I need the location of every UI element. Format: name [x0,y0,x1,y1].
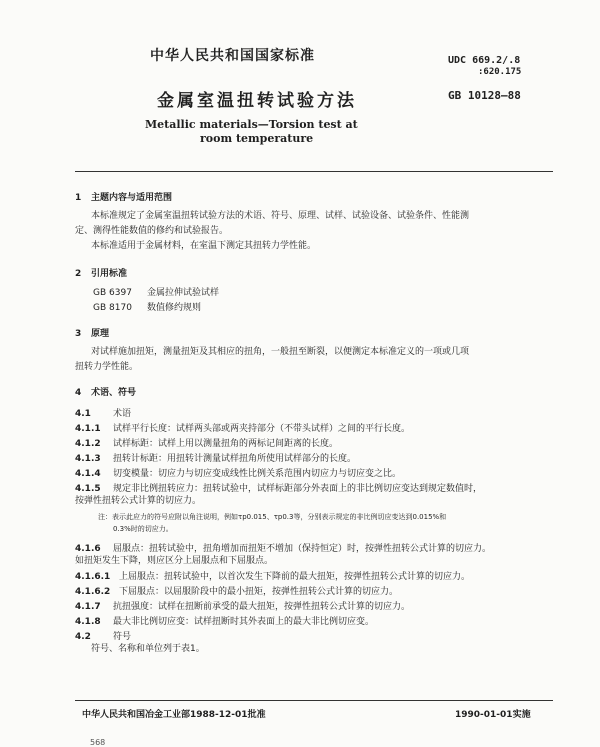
section-3-heading [75,326,109,339]
clause-text: 上屈服点：扭转试验中，以首次发生下降前的最大扭矩，按弹性扭转公式计算的切应力。 [119,572,471,582]
clause-4-1-6-1 [75,569,470,582]
clause-number: 4.1.5 [75,484,101,494]
clause-number: 4.1.8 [75,617,101,627]
section-1-paragraph-2: 本标准适用于金属材料，在室温下测定其扭转力学性能。 [91,241,317,251]
section-1-paragraph-1-cont: 定、测得性能数值的修约和试验报告。 [75,226,229,236]
clause-number: 4.1.6.2 [75,587,111,597]
clause-text: 试样标距：试样上用以测量扭角的两标记间距离的长度。 [113,439,339,449]
section-1-paragraph-1: 本标准规定了金属室温扭转试验方法的术语、符号、原理、试样、试验设备、试验条件、性能测 [91,211,470,221]
udc-code-line2: :620.175 [478,67,522,77]
section-number: 2 [75,269,82,279]
section-title: 引用标准 [91,269,128,279]
clause-4-1-5-cont: 按弹性扭转公式计算的切应力。 [75,496,202,506]
section-3-paragraph-cont: 扭转力学性能。 [75,362,139,372]
reference-title: 金属拉伸试验试样 [147,288,220,298]
clause-text: 术语 [113,409,132,419]
clause-number: 4.1.7 [75,602,101,612]
reference-code: GB 8170 [93,303,132,313]
reference-code: GB 6397 [93,288,132,298]
reference-title: 数值修约规则 [147,303,202,313]
clause-4-2 [75,629,131,642]
clause-text: 抗扭强度：试样在扭断前承受的最大扭矩，按弹性扭转公式计算的切应力。 [113,602,411,612]
clause-number: 4.1.4 [75,469,101,479]
section-number: 4 [75,388,82,398]
clause-text: 符号 [113,632,132,642]
note-line-1: 注：表示此应力的符号应附以角注说明，例如τp0.015、τp0.3等，分别表示规定的非比例切应变达到0.015%和 [98,513,447,521]
clause-text: 最大非比例切应变：试样扭断时其外表面上的最大非比例切应变。 [113,617,375,627]
standard-body-title: 中华人民共和国国家标准 [150,48,315,64]
page-number: 568 [90,738,106,747]
document-title-en-line2: room temperature [200,132,314,145]
section-title: 主题内容与适用范围 [91,193,173,203]
header-divider [75,171,553,172]
clause-4-1-6-cont: 如扭矩发生下降，则应区分上屈服点和下屈服点。 [75,556,274,566]
reference-item [93,301,201,315]
gb-standard-number: GB 10128—88 [448,89,521,102]
clause-text: 试样平行长度：试样两头部或两夹持部分（不带头试样）之间的平行长度。 [113,424,411,434]
section-1-heading [75,190,172,203]
clause-4-1-6 [75,541,491,554]
udc-code-line1: UDC 669.2/.8 [448,55,521,66]
section-number: 1 [75,193,82,203]
clause-number: 4.1.6 [75,544,101,554]
document-title-cn: 金属室温扭转试验方法 [157,91,357,111]
section-number: 3 [75,329,82,339]
clause-text: 规定非比例扭转应力：扭转试验中，试样标距部分外表面上的非比例切应变达到规定数值时， [113,484,483,494]
clause-4-1-7 [75,599,410,612]
implementation-date: 1990-01-01实施 [455,710,531,720]
section-title: 原理 [91,329,110,339]
section-4-heading [75,385,136,398]
section-title: 术语、符号 [91,388,137,398]
clause-number: 4.1 [75,409,91,419]
clause-4-1-8 [75,614,374,627]
document-title-en-line1: Metallic materials—Torsion test at [145,118,358,131]
section-2-heading [75,266,127,279]
reference-item [93,286,219,300]
approval-statement: 中华人民共和国冶金工业部1988-12-01批准 [82,710,266,720]
note-line-2: 0.3%时的切应力。 [113,525,173,533]
clause-text: 下屈服点：以屈服阶段中的最小扭矩，按弹性扭转公式计算的切应力。 [119,587,399,597]
clause-4-2-cont: 符号、名称和单位列于表1。 [91,644,205,654]
clause-4-1-4 [75,466,401,479]
footer-divider [75,700,553,701]
clause-4-1-5 [75,481,482,494]
clause-text: 屈服点：扭转试验中，扭角增加而扭矩不增加（保持恒定）时，按弹性扭转公式计算的切应力。 [113,544,492,554]
clause-text: 扭转计标距：用扭转计测量试样扭角所使用试样部分的长度。 [113,454,357,464]
section-3-paragraph: 对试样施加扭矩，测量扭矩及其相应的扭角，一般扭至断裂，以便测定本标准定义的一项或几项 [91,347,470,357]
clause-4-1-2 [75,436,338,449]
clause-4-1 [75,406,131,419]
clause-text: 切变模量：切应力与切应变成线性比例关系范围内切应力与切应变之比。 [113,469,402,479]
clause-4-1-3 [75,451,356,464]
clause-number: 4.1.6.1 [75,572,111,582]
clause-number: 4.1.3 [75,454,101,464]
clause-number: 4.1.2 [75,439,101,449]
clause-number: 4.2 [75,632,91,642]
clause-4-1-6-2 [75,584,398,597]
clause-4-1-1 [75,421,410,434]
clause-number: 4.1.1 [75,424,101,434]
